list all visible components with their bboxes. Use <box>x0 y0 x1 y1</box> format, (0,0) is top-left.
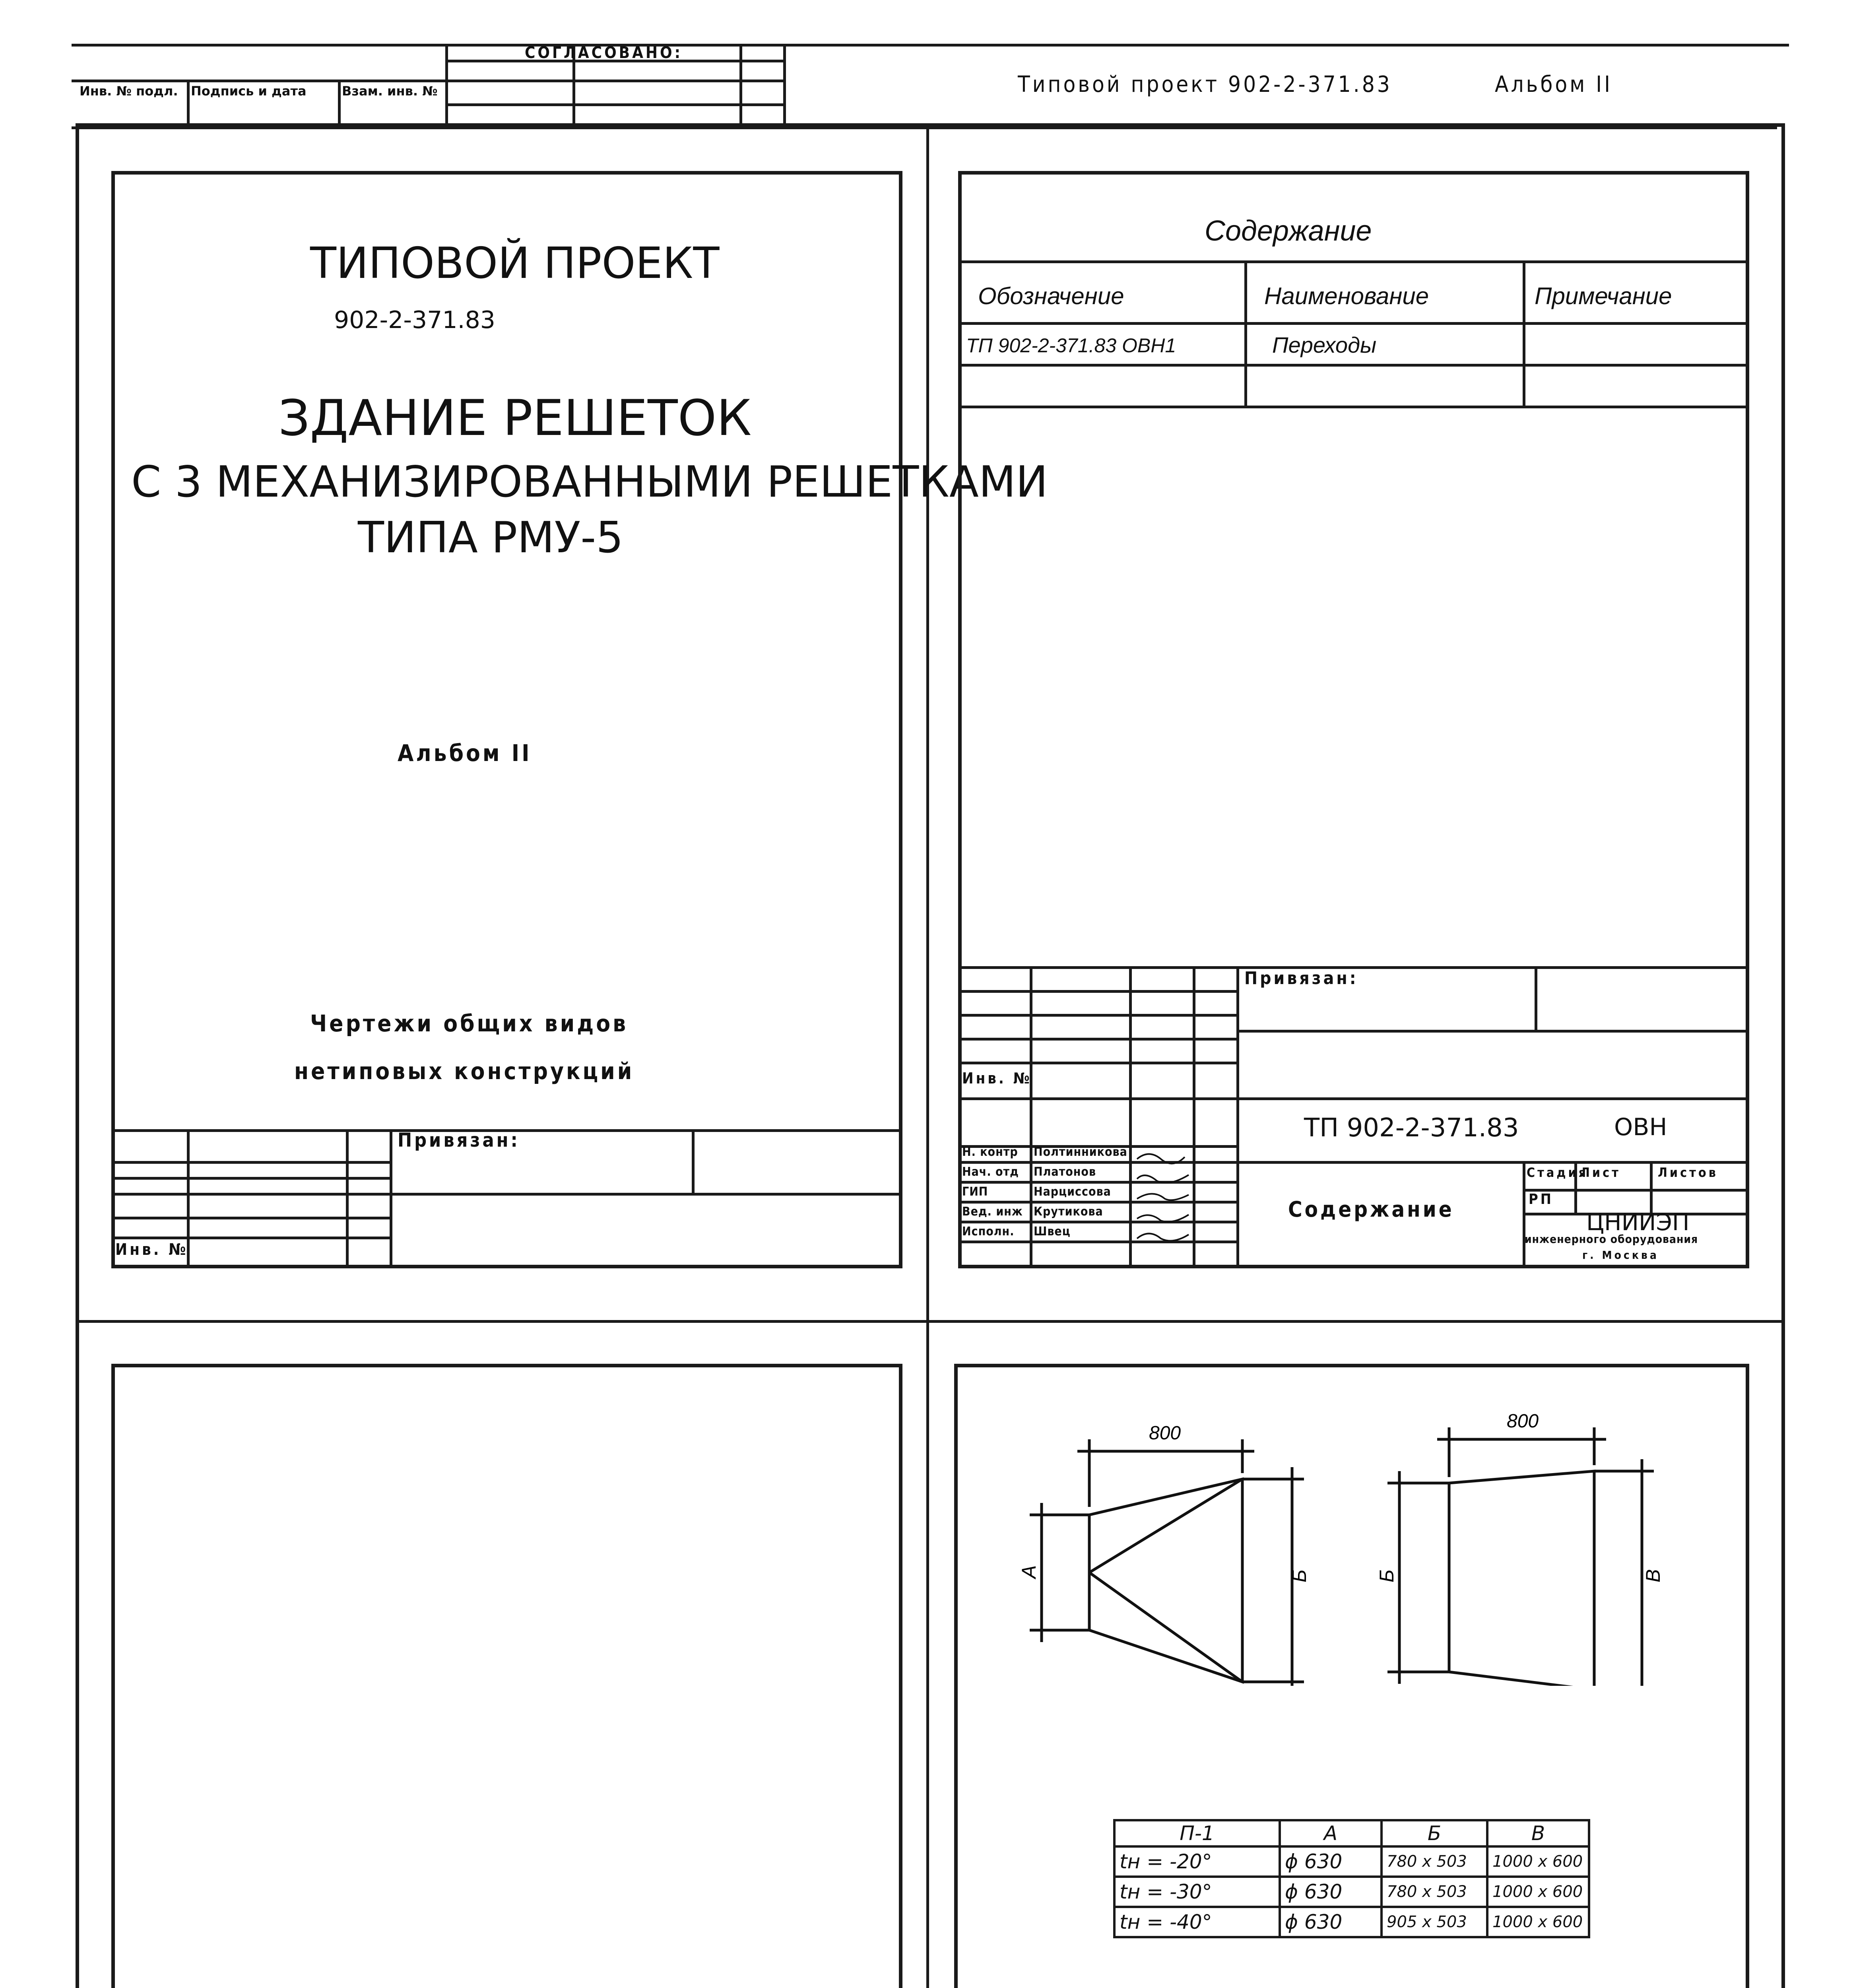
dim-top-left: 800 <box>1149 1423 1181 1444</box>
label-a: А <box>1018 1565 1040 1578</box>
cover-privyazan-label: Привязан: <box>398 1129 520 1151</box>
contents-name-2: Платонов <box>1034 1165 1096 1179</box>
contents-col-designation: Обозначение <box>978 283 1124 309</box>
contents-signatures <box>1133 1145 1193 1264</box>
table-row2-cell2: ϕ 630 <box>1280 1877 1382 1907</box>
transition-drawings <box>1018 1408 1674 1686</box>
cover-subject-line3: ТИПА РМУ-5 <box>358 513 623 563</box>
cover-project-number: 902-2-371.83 <box>334 306 495 334</box>
contents-org-city: г. Москва <box>1582 1248 1659 1262</box>
dim-top-right: 800 <box>1507 1411 1539 1432</box>
table-row2-cell1: tн = -30° <box>1114 1877 1280 1907</box>
contents-role-5: Исполн. <box>962 1225 1015 1239</box>
contents-sheet-label: Лист <box>1580 1165 1621 1180</box>
contents-col-name: Наименование <box>1264 283 1429 309</box>
cover-title: ТИПОВОЙ ПРОЕКТ <box>310 239 720 288</box>
table-row1-cell3: 780 x 503 <box>1382 1846 1487 1877</box>
label-b-left: Б <box>1288 1569 1310 1582</box>
contents-row-designation: ТП 902-2-371.83 ОВН1 <box>966 334 1176 357</box>
agreed-label: СОГЛАСОВАНО: <box>525 44 683 62</box>
table-header-3: Б <box>1382 1820 1487 1846</box>
label-b-right: Б <box>1376 1569 1398 1582</box>
table-row3-cell1: tн = -40° <box>1114 1907 1280 1937</box>
cover-inv-label: Инв. № <box>115 1241 188 1259</box>
table-header-1: П-1 <box>1114 1820 1280 1846</box>
contents-stage-label: Стадия <box>1527 1165 1589 1180</box>
table-header-2: А <box>1280 1820 1382 1846</box>
vertical-divider <box>926 123 929 1988</box>
album-line: Альбом II <box>1495 72 1612 97</box>
cover-description-line1: Чертежи общих видов <box>310 1010 629 1037</box>
contents-stamp-title: Содержание <box>1288 1197 1454 1222</box>
cover-description-line2: нетиповых конструкций <box>294 1058 635 1085</box>
contents-name-3: Нарциссова <box>1034 1185 1111 1199</box>
label-v: В <box>1642 1569 1664 1582</box>
contents-role-4: Вед. инж <box>962 1205 1023 1219</box>
contents-role-3: ГИП <box>962 1185 988 1199</box>
contents-org-name: ЦНИИЭП <box>1586 1209 1690 1236</box>
cover-subject-line2: С 3 МЕХАНИЗИРОВАННЫМИ РЕШЕТКАМИ <box>131 457 1048 507</box>
contents-stage-value: РП <box>1529 1191 1554 1208</box>
table-row3-cell2: ϕ 630 <box>1280 1907 1382 1937</box>
vzam-inv-label: Взам. инв. № <box>342 83 438 99</box>
contents-role-1: Н. контр <box>962 1145 1018 1159</box>
contents-inv-label: Инв. № <box>962 1070 1032 1087</box>
table-row1-cell2: ϕ 630 <box>1280 1846 1382 1877</box>
inv-podl-label: Инв. № подл. <box>80 83 178 99</box>
contents-sheets-label: Листов <box>1658 1165 1718 1180</box>
contents-name-1: Полтинникова <box>1034 1145 1127 1159</box>
table-row2-cell4: 1000 x 600 <box>1487 1877 1589 1907</box>
horizontal-divider <box>76 1320 1785 1323</box>
podpis-data-label: Подпись и дата <box>191 83 307 99</box>
contents-privyazan-label: Привязан: <box>1244 968 1358 988</box>
dimensions-table <box>1113 1819 1590 1938</box>
cover-subject-line1: ЗДАНИЕ РЕШЕТОК <box>278 390 752 447</box>
cover-album: Альбом II <box>398 740 532 767</box>
contents-stamp-mark: ОВН <box>1614 1113 1667 1141</box>
contents-stamp-code: ТП 902-2-371.83 <box>1304 1113 1519 1143</box>
contents-role-2: Нач. отд <box>962 1165 1019 1179</box>
contents-row-name: Переходы <box>1272 332 1377 357</box>
table-row2-cell3: 780 x 503 <box>1382 1877 1487 1907</box>
contents-name-5: Швец <box>1034 1225 1071 1239</box>
contents-name-4: Крутикова <box>1034 1205 1103 1219</box>
project-line: Типовой проект 902-2-371.83 <box>1018 72 1392 97</box>
table-header-4: В <box>1487 1820 1589 1846</box>
table-row3-cell4: 1000 x 600 <box>1487 1907 1589 1937</box>
table-row1-cell1: tн = -20° <box>1114 1846 1280 1877</box>
contents-col-note: Примечание <box>1535 283 1672 309</box>
table-row3-cell3: 905 x 503 <box>1382 1907 1487 1937</box>
contents-title: Содержание <box>1205 215 1372 247</box>
contents-org-line2: инженерного оборудования <box>1525 1233 1698 1246</box>
empty-panel <box>111 1364 902 1988</box>
table-row1-cell4: 1000 x 600 <box>1487 1846 1589 1877</box>
